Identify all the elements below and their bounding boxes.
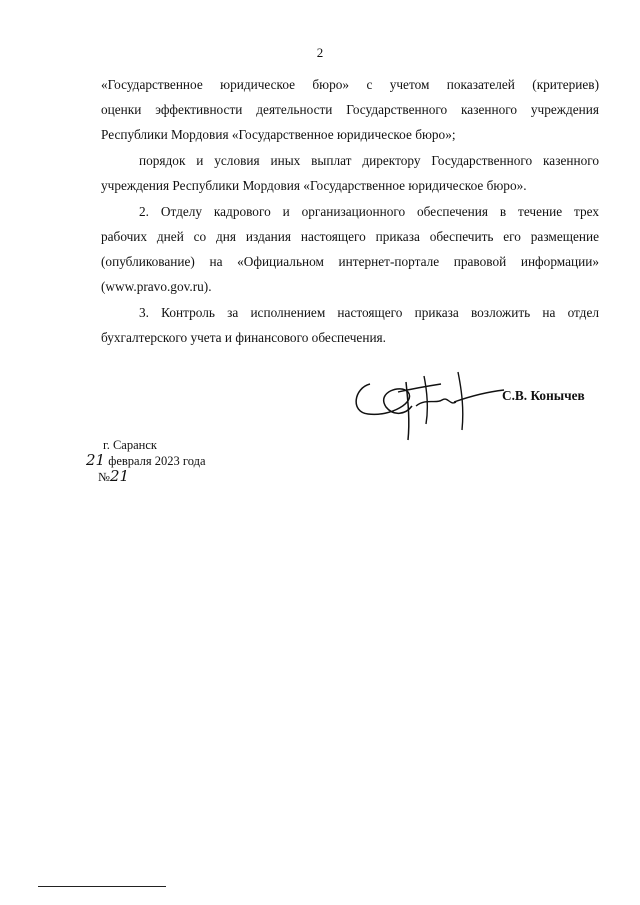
text-line: Республики Мордовия «Государственное юридическое бюро»; xyxy=(101,127,456,142)
place-of-signing: г. Саранск xyxy=(103,438,157,452)
number-prefix: № xyxy=(98,470,110,484)
document-body xyxy=(101,72,599,350)
text-line: учреждения Республики Мордовия «Государственное юридическое бюро». xyxy=(101,178,527,193)
footer-rule xyxy=(38,886,166,887)
handwritten-number: 21 xyxy=(109,467,130,485)
text-line: оценки эффективности деятельности Государственного казенного учреждения xyxy=(101,102,599,117)
page-number: 2 xyxy=(316,45,324,60)
signatory-name: С.В. Конычев xyxy=(502,388,585,403)
document-number xyxy=(98,468,129,486)
text-line: порядок и условия иных выплат директору Государственного казенного xyxy=(139,153,599,168)
text-line: (www.pravo.gov.ru). xyxy=(101,279,212,294)
text-line: рабочих дней со дня издания настоящего приказа обеспечить его размещение xyxy=(101,229,599,244)
text-line: 3. Контроль за исполнением настоящего приказа возложить на отдел xyxy=(139,305,599,320)
handwritten-day: 21 xyxy=(86,451,106,469)
text-line: (опубликование) на «Официальном интернет-портале правовой информации» xyxy=(101,254,599,269)
text-line: 2. Отделу кадрового и организационного обеспечения в течение трех xyxy=(139,204,599,219)
text-line: «Государственное юридическое бюро» с учетом показателей (критериев) xyxy=(101,77,599,92)
handwritten-signature xyxy=(346,362,506,447)
date-month-year: февраля 2023 года xyxy=(108,454,206,468)
text-line: бухгалтерского учета и финансового обеспечения. xyxy=(101,330,386,345)
